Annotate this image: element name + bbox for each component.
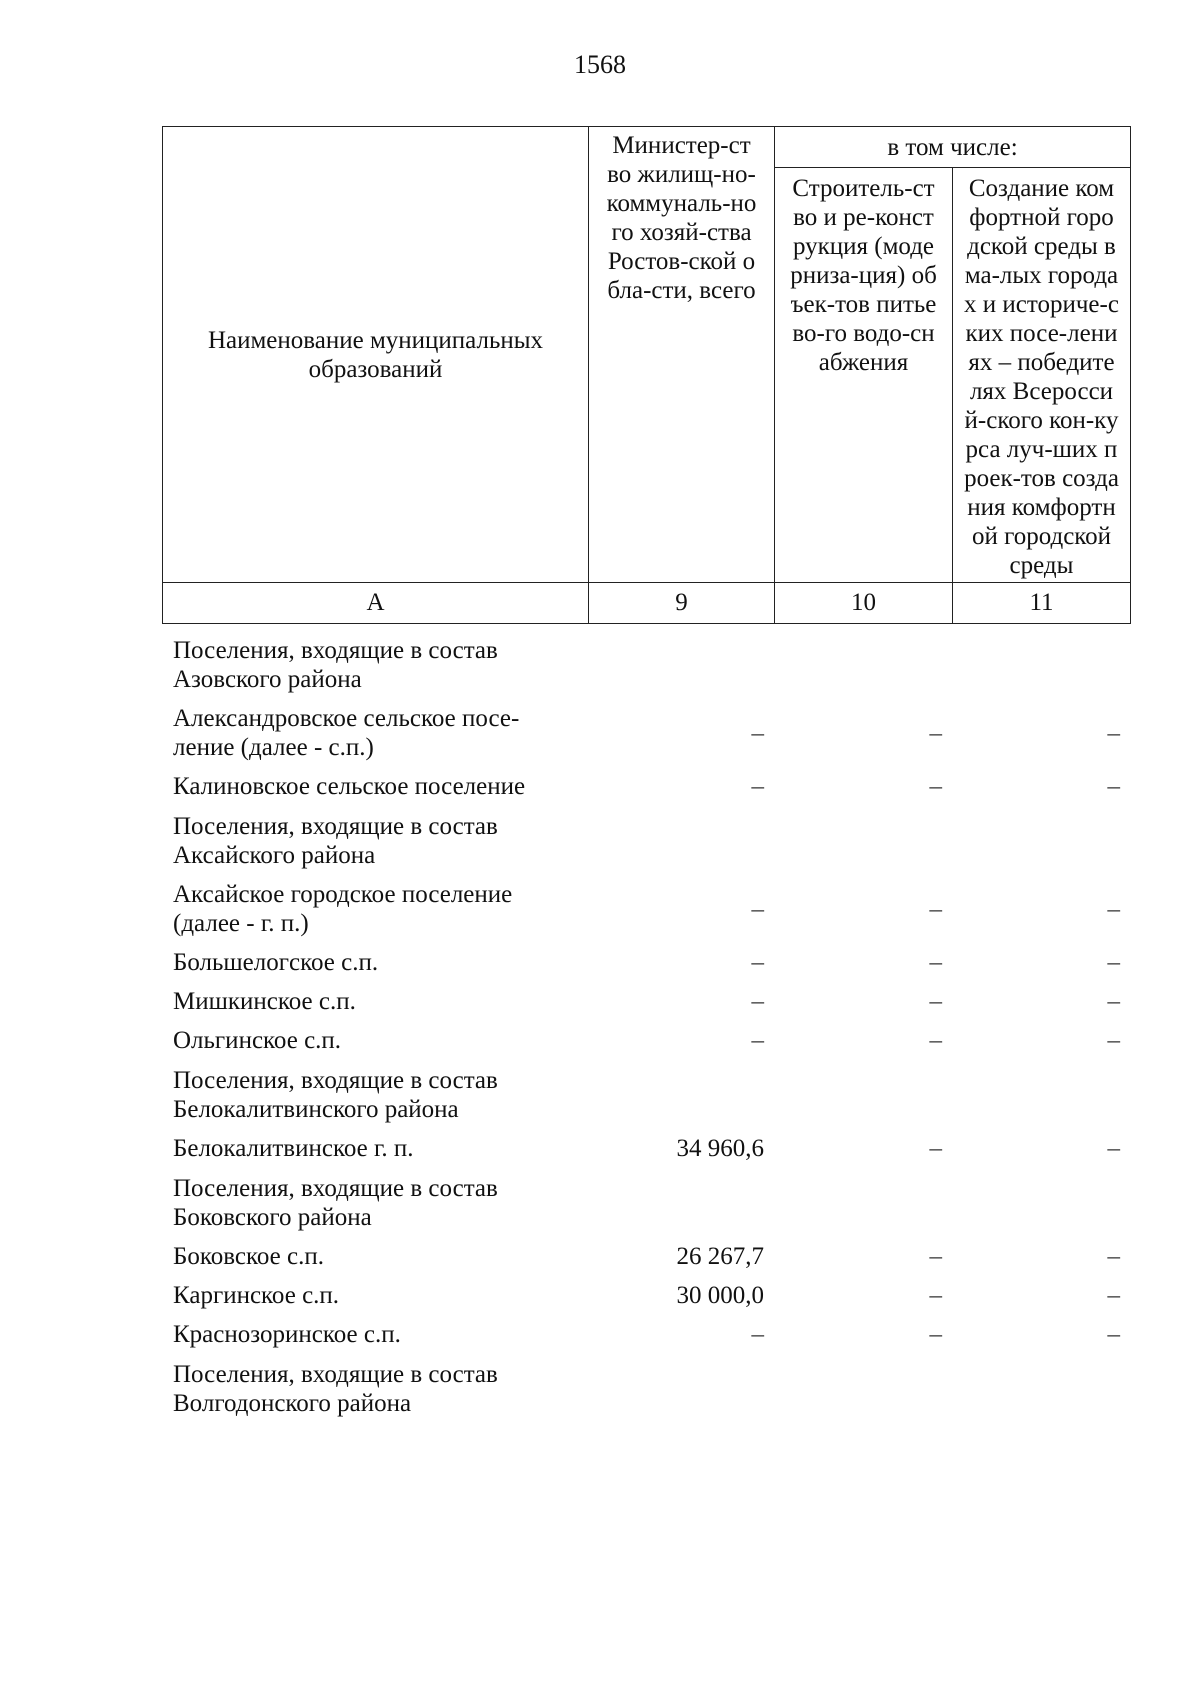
value-col-10: – (929, 1135, 942, 1162)
group-heading-row (162, 630, 1130, 699)
value-col-10: – (929, 949, 942, 976)
value-col-10: – (929, 1321, 942, 1348)
municipality-name: Аксайское городское поселение (далее - г. п.) (173, 881, 513, 937)
column-index-10: 10 (775, 583, 953, 624)
column-index-9: 9 (589, 583, 775, 624)
value-col-10 (774, 806, 952, 875)
table-row (162, 982, 1130, 1021)
group-heading-row (162, 1168, 1130, 1237)
value-col-11 (952, 806, 1130, 875)
ministry-column-header: Министер-ство жилищ-но-коммуналь-ного хозяй-ства Ростов-ской обла-сти, всего (589, 127, 775, 583)
table-row (162, 1237, 1130, 1276)
group-heading: Поселения, входящие в состав Аксайского района (173, 813, 498, 869)
table-row (162, 1129, 1130, 1168)
table-row (162, 699, 1130, 767)
table-row (162, 943, 1130, 982)
value-col-10 (774, 1060, 952, 1129)
value-col-10: – (929, 773, 942, 800)
value-col-11: – (1107, 988, 1120, 1015)
value-col-10: – (929, 1282, 942, 1309)
value-col-9: – (751, 1321, 764, 1348)
including-header: в том числе: (775, 127, 1131, 168)
value-col-11 (952, 1168, 1130, 1237)
budget-table (162, 126, 1131, 1423)
value-col-11: – (1107, 1321, 1120, 1348)
column-index-11: 11 (953, 583, 1131, 624)
group-heading: Поселения, входящие в состав Белокалитвинского района (173, 1067, 498, 1123)
group-heading: Поселения, входящие в состав Боковского района (173, 1175, 498, 1231)
group-heading-row (162, 1060, 1130, 1129)
water-supply-column-header: Строитель-ство и ре-конструкция (модерниза-ция) объек-тов питьево-го водо-снабжения (775, 168, 953, 583)
municipality-name: Мишкинское с.п. (173, 988, 356, 1015)
value-col-11 (952, 630, 1130, 699)
value-col-10 (774, 1354, 952, 1423)
municipality-name: Александровское сельское посе-ление (далее - с.п.) (173, 705, 520, 761)
value-col-11: – (1107, 1027, 1120, 1054)
value-col-9: – (751, 949, 764, 976)
value-col-11 (952, 1354, 1130, 1423)
value-col-11: – (1107, 895, 1120, 923)
value-col-9: 30 000,0 (676, 1282, 764, 1309)
value-col-11: – (1107, 1243, 1120, 1270)
value-col-9: – (751, 773, 764, 800)
value-col-10: – (929, 719, 942, 747)
value-col-9 (588, 1354, 774, 1423)
municipality-name: Краснозоринское с.п. (173, 1321, 401, 1348)
table-header (162, 126, 1131, 624)
municipality-name: Белокалитвинское г. п. (173, 1135, 414, 1162)
column-index-a: А (163, 583, 589, 624)
value-col-10: – (929, 988, 942, 1015)
table-row (162, 1315, 1130, 1354)
value-col-9 (588, 630, 774, 699)
value-col-9 (588, 1168, 774, 1237)
value-col-9 (588, 806, 774, 875)
table-row (162, 875, 1130, 943)
value-col-11 (952, 1060, 1130, 1129)
value-col-9: – (751, 988, 764, 1015)
value-col-9: – (751, 1027, 764, 1054)
value-col-9 (588, 1060, 774, 1129)
value-col-11: – (1107, 949, 1120, 976)
value-col-11: – (1107, 719, 1120, 747)
page-number: 1568 (574, 50, 626, 79)
value-col-9: 34 960,6 (676, 1135, 764, 1162)
table-row (162, 767, 1130, 806)
group-heading-row (162, 806, 1130, 875)
municipality-name: Большелогское с.п. (173, 949, 379, 976)
name-column-header: Наименование муниципальных образований (163, 127, 589, 583)
value-col-11: – (1107, 773, 1120, 800)
value-col-11: – (1107, 1282, 1120, 1309)
value-col-10 (774, 630, 952, 699)
group-heading: Поселения, входящие в состав Азовского района (173, 637, 498, 693)
value-col-11: – (1107, 1135, 1120, 1162)
group-heading: Поселения, входящие в состав Волгодонского района (173, 1361, 498, 1417)
table-row (162, 1276, 1130, 1315)
municipality-name: Боковское с.п. (173, 1243, 324, 1270)
value-col-9: 26 267,7 (676, 1243, 764, 1270)
municipality-name: Каргинское с.п. (173, 1282, 340, 1309)
value-col-10 (774, 1168, 952, 1237)
urban-environment-column-header: Создание комфортной городской среды в ма-лых городах и историче-ских посе-лениях – победителях Всероссий-ского кон-курса луч-ших проек-тов создания комфортной городской среды (953, 168, 1131, 583)
value-col-10: – (929, 1027, 942, 1054)
table-row (162, 1021, 1130, 1060)
table-body (162, 630, 1130, 1423)
municipality-name: Калиновское сельское поселение (173, 773, 526, 800)
value-col-10: – (929, 1243, 942, 1270)
value-col-9: – (751, 895, 764, 923)
value-col-10: – (929, 895, 942, 923)
municipality-name: Ольгинское с.п. (173, 1027, 342, 1054)
group-heading-row (162, 1354, 1130, 1423)
value-col-9: – (751, 719, 764, 747)
